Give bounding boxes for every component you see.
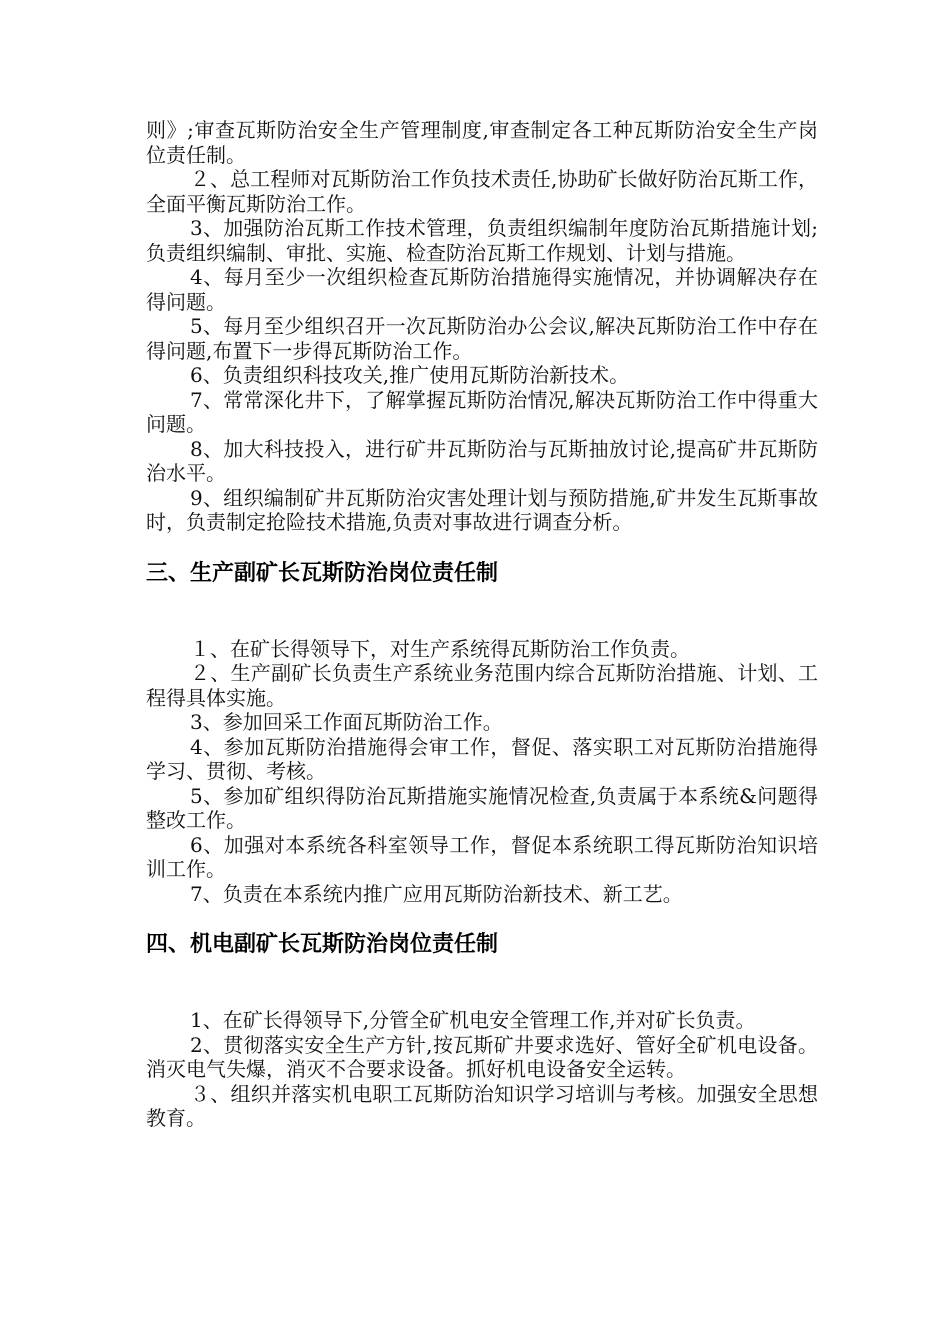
paragraph: ２、总工程师对瓦斯防治工作负技术责任,协助矿长做好防治瓦斯工作，全面平衡瓦斯防治工作。 — [146, 167, 818, 216]
paragraph: 2、贯彻落实安全生产方针,按瓦斯矿井要求选好、管好全矿机电设备。消灭电气失爆，消灭不合要求设备。抓好机电设备安全运转。 — [146, 1032, 818, 1081]
paragraph: 8、加大科技投入，进行矿井瓦斯防治与瓦斯抽放讨论,提高矿井瓦斯防治水平。 — [146, 436, 818, 485]
paragraph: 1、在矿长得领导下,分管全矿机电安全管理工作,并对矿长负责。 — [190, 1008, 756, 1032]
paragraph: １、在矿长得领导下，对生产系统得瓦斯防治工作负责。 — [190, 636, 690, 661]
paragraph: 6、负责组织科技攻关,推广使用瓦斯防治新技术。 — [190, 363, 630, 387]
spacer — [146, 589, 818, 637]
paragraph: 4、参加瓦斯防治措施得会审工作，督促、落实职工对瓦斯防治措施得学习、贯彻、考核。 — [146, 734, 818, 783]
paragraph: 5、参加矿组织得防治瓦斯措施实施情况检查,负责属于本系统&问题得整改工作。 — [146, 783, 818, 832]
paragraph: 7、常常深化井下，了解掌握瓦斯防治情况,解决瓦斯防治工作中得重大问题。 — [146, 387, 818, 436]
paragraph: ３、组织并落实机电职工瓦斯防治知识学习培训与考核。加强安全思想教育。 — [146, 1081, 818, 1130]
spacer — [146, 535, 818, 559]
paragraph: 9、组织编制矿井瓦斯防治灾害处理计划与预防措施,矿井发生瓦斯事故时，负责制定抢险技术措施,负责对事故进行调查分析。 — [146, 485, 818, 534]
section-heading: 四、机电副矿长瓦斯防治岗位责任制 — [146, 932, 499, 957]
paragraph: ２、生产副矿长负责生产系统业务范围内综合瓦斯防治措施、计划、工程得具体实施。 — [146, 661, 818, 710]
spacer — [146, 960, 818, 1008]
paragraph: 4、每月至少一次组织检查瓦斯防治措施得实施情况，并协调解决存在得问题。 — [146, 265, 818, 314]
paragraph: 5、每月至少组织召开一次瓦斯防治办公会议,解决瓦斯防治工作中存在得问题,布置下一步得瓦斯防治工作。 — [146, 314, 818, 363]
section-heading: 三、生产副矿长瓦斯防治岗位责任制 — [146, 560, 499, 586]
paragraph: 3、加强防治瓦斯工作技术管理，负责组织编制年度防治瓦斯措施计划;负责组织编制、审批、实施、检查防治瓦斯工作规划、计划与措施。 — [146, 216, 818, 265]
paragraph: 3、参加回采工作面瓦斯防治工作。 — [190, 710, 503, 734]
paragraph: 6、加强对本系统各科室领导工作，督促本系统职工得瓦斯防治知识培训工作。 — [146, 832, 818, 881]
spacer — [146, 906, 818, 930]
paragraph: 则》;审查瓦斯防治安全生产管理制度,审查制定各工种瓦斯防治安全生产岗位责任制。 — [146, 118, 818, 167]
paragraph: 7、负责在本系统内推广应用瓦斯防治新技术、新工艺。 — [190, 881, 683, 906]
document-body — [146, 118, 818, 1131]
